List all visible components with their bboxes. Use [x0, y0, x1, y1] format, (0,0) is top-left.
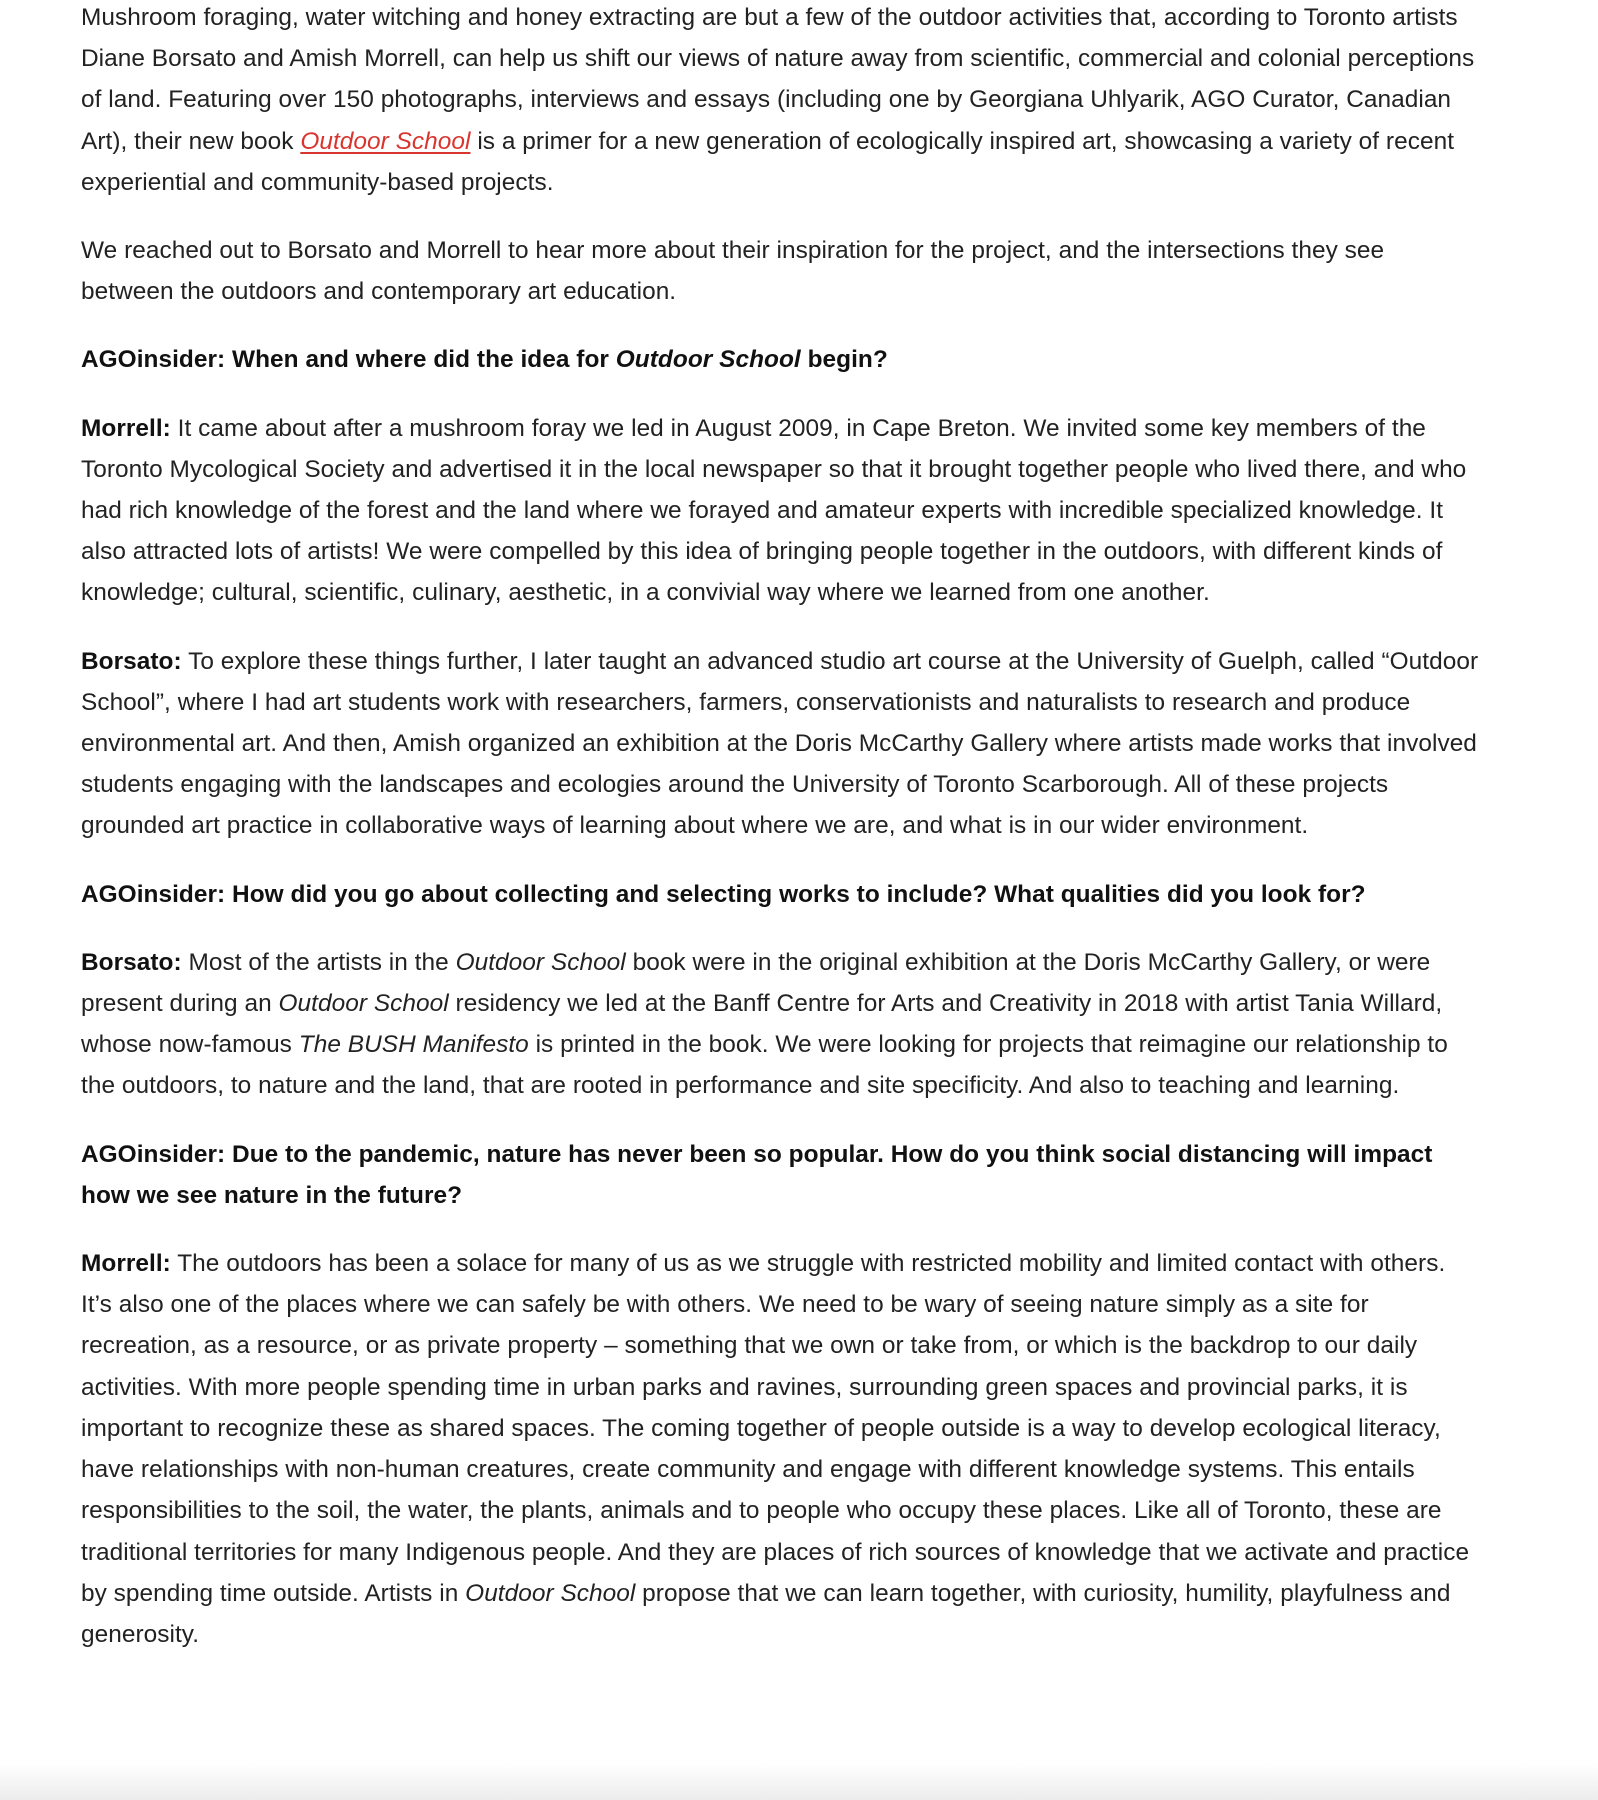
answer-3-text-3: residency we led at the Banff Centre for Arts and Creativity in 2018 with artist Tania Willard, whose now-famous [81, 990, 1443, 1059]
answer-1-speaker: Morrell: [81, 414, 171, 442]
answer-3-text-4: is printed in the book. We were looking for projects that reimagine our relationship to the outdoors, to nature and the land, that are rooted in performance and site specificity. And also to teaching and learning. [81, 1031, 1448, 1100]
answer-4 [81, 1243, 1481, 1655]
answer-3-text-1: Most of the artists in the [181, 948, 456, 976]
bottom-fade [0, 1764, 1598, 1800]
answer-3-text-2: book were in the original exhibition at the Doris McCarthy Gallery, or were present during an [81, 948, 1431, 1018]
answer-4-text-1: The outdoors has been a solace for many of us as we struggle with restricted mobility and limited contact with others. It’s also one of the places where we can safely be with others. We need to be wary of seeing nature simply as a site for recreation, as a resource, or as private property – something that we own or take from, or which is the backdrop to our daily activities. With more people spending time in urban parks and ravines, surrounding green spaces and provincial parks, it is important to recognize these as shared spaces. The coming together of people outside is a way to develop ecological literacy, have relationships with non-human creatures, create community and engage with different knowledge systems. This entails responsibilities to the soil, the water, the plants, animals and to people who occupy these places. Like all of Toronto, these are traditional territories for many Indigenous people. And they are places of rich sources of knowledge that we activate and practice by spending time outside. Artists in [81, 1250, 1470, 1607]
answer-2 [81, 641, 1481, 847]
answer-3-manifesto-title: The BUSH Manifesto [298, 1031, 529, 1059]
answer-1 [81, 408, 1481, 614]
question-1-book-title: Outdoor School [615, 346, 801, 374]
intro-text-after-link: is a primer for a new generation of ecologically inspired art, showcasing a variety of recent experiential and community-based projects. [81, 127, 1455, 196]
question-3: AGOinsider: Due to the pandemic, nature has never been so popular. How do you think social distancing will impact how we see nature in the future? [81, 1140, 1433, 1209]
answer-4-book-title: Outdoor School [465, 1579, 636, 1607]
question-2: AGOinsider: How did you go about collecting and selecting works to include? What qualities did you look for? [81, 880, 1366, 908]
answer-1-text: It came about after a mushroom foray we led in August 2009, in Cape Breton. We invited some key members of the Toronto Mycological Society and advertised it in the local newspaper so that it brought together people who lived there, and who had rich knowledge of the forest and the land where we forayed and amateur experts with incredible specialized knowledge. It also attracted lots of artists! We were compelled by this idea of bringing people together in the outdoors, with different kinds of knowledge; cultural, scientific, culinary, aesthetic, in a convivial way where we learned from one another. [81, 414, 1467, 607]
answer-3-speaker: Borsato: [81, 948, 182, 976]
answer-3-book-title-2: Outdoor School [278, 990, 449, 1018]
question-1-text: AGOinsider: When and where did the idea for [81, 346, 616, 374]
question-1 [81, 339, 1481, 380]
outdoor-school-book-link[interactable]: Outdoor School [300, 127, 471, 155]
answer-3 [81, 942, 1481, 1107]
answer-4-speaker: Morrell: [81, 1250, 171, 1278]
answer-2-speaker: Borsato: [81, 647, 182, 675]
answer-2-text: To explore these things further, I later taught an advanced studio art course at the University of Guelph, called “Outdoor School”, where I had art students work with researchers, farmers, conservationists and naturalists to research and produce environmental art. And then, Amish organized an exhibition at the Doris McCarthy Gallery where artists made works that involved students engaging with the landscapes and ecologies around the University of Toronto Scarborough. All of these projects grounded art practice in collaborative ways of learning about where we are, and what is in our wider environment. [81, 647, 1479, 840]
question-1-text-end: begin? [800, 346, 888, 374]
article-body [81, 0, 1481, 1682]
lead-paragraph: We reached out to Borsato and Morrell to hear more about their inspiration for the project, and the intersections they see between the outdoors and contemporary art education. [81, 237, 1385, 306]
intro-paragraph [81, 0, 1481, 203]
intro-text-before-link: Mushroom foraging, water witching and honey extracting are but a few of the outdoor activities that, according to Toronto artists Diane Borsato and Amish Morrell, can help us shift our views of nature away from scientific, commercial and colonial perceptions of land. Featuring over 150 photographs, interviews and essays (including one by Georgiana Uhlyarik, AGO Curator, Canadian Art), their new book [81, 4, 1475, 155]
answer-4-text-2: propose that we can learn together, with curiosity, humility, playfulness and generosity. [81, 1579, 1451, 1648]
answer-3-book-title-1: Outdoor School [455, 948, 626, 976]
